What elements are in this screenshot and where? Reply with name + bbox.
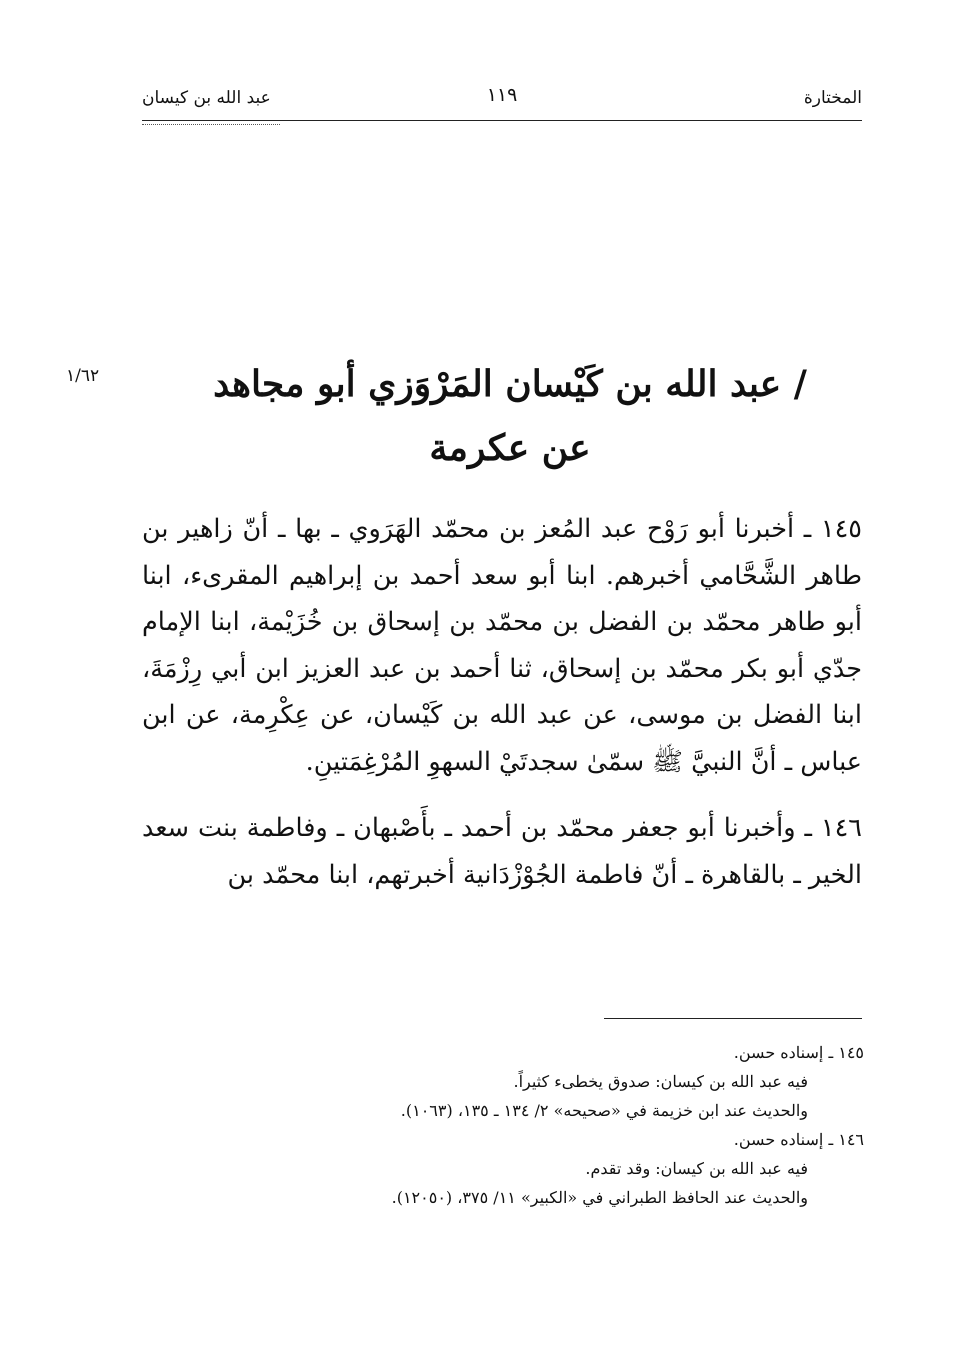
manuscript-folio-note: ١/٦٢ xyxy=(66,366,100,386)
section-title xyxy=(150,352,870,480)
footnotes xyxy=(142,1038,864,1212)
running-header xyxy=(142,84,862,116)
footnote-separator xyxy=(604,1018,862,1019)
page-number: ١١٩ xyxy=(486,84,518,106)
footnote-146-line-2: والحديث عند الحافظ الطبراني في «الكبير» ١١/ ٣٧٥، (١٢٠٥٠). xyxy=(391,1188,808,1207)
footnote-146-line-1: فيه عبد الله بن كيسان: وقد تقدم. xyxy=(585,1159,808,1178)
hadith-146: ١٤٦ ـ وأخبرنا أبو جعفر محمّد بن أحمد ـ بأَصْبهان ـ وفاطمة بنت سعد الخير ـ بالقاهرة ـ أنّ فاطمة الجُوْزْدَانية أخبرتهم، ابنا محمّد بن xyxy=(142,813,862,890)
main-text xyxy=(142,506,862,918)
section-title-line-2: عن عكرمة xyxy=(429,427,591,469)
section-title-line-1: / عبد الله بن كَيْسان المَرْوَزي أبو مجاهد xyxy=(213,363,807,405)
footnote-145-line-2: والحديث عند ابن خزيمة في «صحيحه» ٢/ ١٣٤ ـ ١٣٥، (١٠٦٣). xyxy=(400,1101,808,1120)
header-book-title: المختارة xyxy=(803,88,862,108)
header-dotted-rule xyxy=(142,124,280,125)
header-chapter-title: عبد الله بن كيسان xyxy=(142,88,271,108)
footnote-145-heading: ١٤٥ ـ إسناده حسن. xyxy=(733,1043,864,1062)
footnote-146-heading: ١٤٦ ـ إسناده حسن. xyxy=(733,1130,864,1149)
footnote-145-line-1: فيه عبد الله بن كيسان: صدوق يخطىء كثيراً. xyxy=(513,1072,808,1091)
hadith-145: ١٤٥ ـ أخبرنا أبو رَوْح عبد المُعز بن محمّد الهَرَوي ـ بها ـ أنّ زاهير بن طاهر الشَّحَّامي أخبرهم. ابنا أبو سعد أحمد بن إبراهيم المقرىء، ابنا أبو طاهر محمّد بن الفضل بن محمّد بن إسحاق بن خُزَيْمة، ابنا الإمام جدّي أبو بكر محمّد بن إسحاق، ثنا أحمد بن عبد العزيز ابن أبي رِزْمَةَ، ابنا الفضل بن موسى، عن عبد الله بن كَيْسان، عن عِكْرِمة، عن ابن عباس ـ أنَّ النبيَّ ﷺ سمّىٰ سجدتَيْ السهوِ المُرْغِمَتينِ. xyxy=(142,514,862,777)
header-rule xyxy=(142,120,862,121)
